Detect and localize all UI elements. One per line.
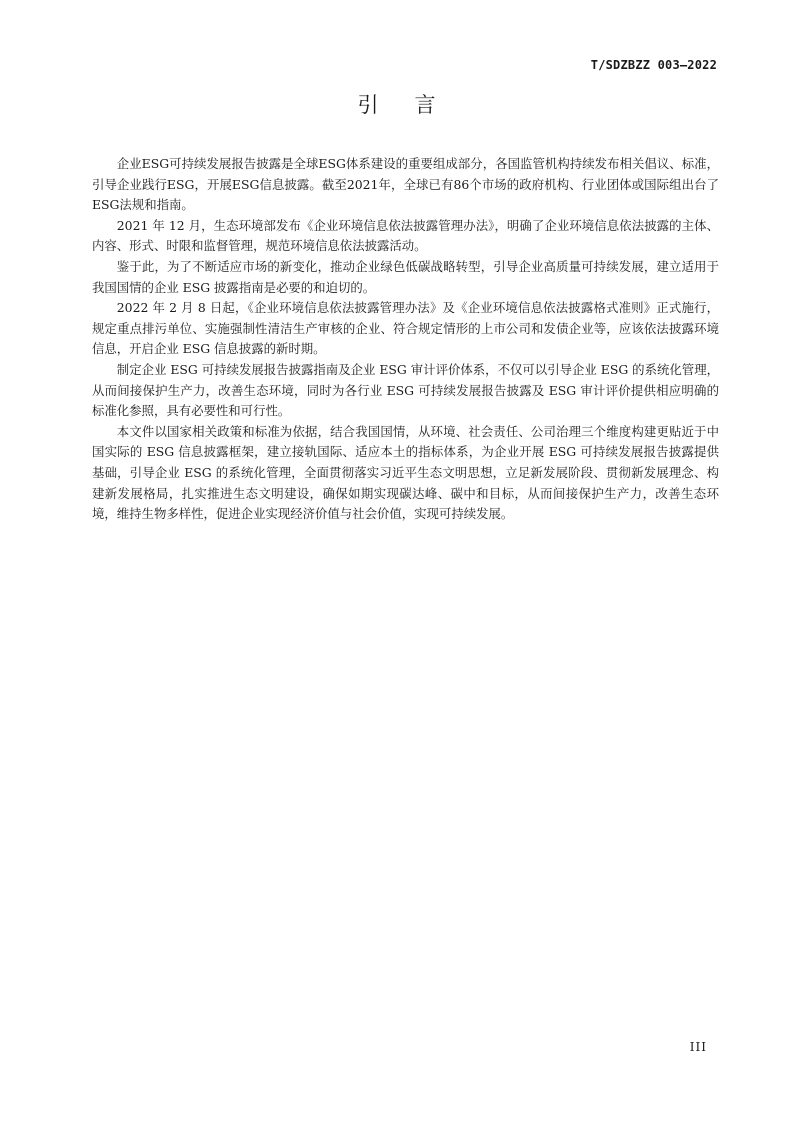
paragraph: 本文件以国家相关政策和标准为依据，结合我国国情，从环境、社会责任、公司治理三个维度构建更贴近于中国实际的 ESG 信息披露框架，建立接轨国际、适应本土的指标体系，为企业开展 ESG 可持续发展报告披露提供基础，引导企业 ESG 的系统化管理，全面贯彻落实习近平生态文明思想，立足新发展阶段、贯彻新发展理念、构建新发展格局，扎实推进生态文明建设，确保如期实现碳达峰、碳中和目标，从而间接保护生产力，改善生态环境，维持生物多样性，促进企业实现经济价值与社会价值，实现可持续发展。 [92,423,719,522]
paragraph: 企业ESG可持续发展报告披露是全球ESG体系建设的重要组成部分，各国监管机构持续发布相关倡议、标准，引导企业践行ESG，开展ESG信息披露。截至2021年，全球已有86个市场的政府机构、行业团体或国际组出台了ESG法规和指南。 [92,156,719,213]
document-code: T/SDZBZZ 003—2022 [590,58,717,72]
paragraph: 制定企业 ESG 可持续发展报告披露指南及企业 ESG 审计评价体系，不仅可以引导企业 ESG 的系统化管理，从而间接保护生产力，改善生态环境，同时为各行业 ESG 可持续发展报告披露及 ESG 审计评价提供相应明确的标准化参照，具有必要性和可行性。 [92,361,719,419]
page-title: 引言 [357,93,472,117]
page-number: III [689,1040,707,1054]
body-text [92,154,719,525]
paragraph: 鉴于此，为了不断适应市场的新变化，推动企业绿色低碳战略转型，引导企业高质量可持续发展，建立适用于我国国情的企业 ESG 披露指南是必要的和迫切的。 [92,258,719,295]
paragraph: 2022 年 2 月 8 日起，《企业环境信息依法披露管理办法》及《企业环境信息依法披露格式准则》正式施行，规定重点排污单位、实施强制性清洁生产审核的企业、符合规定情形的上市公司和发债企业等，应该依法披露环境信息，开启企业 ESG 信息披露的新时期。 [92,300,719,357]
paragraph: 2021 年 12 月，生态环境部发布《企业环境信息依法披露管理办法》，明确了企业环境信息依法披露的主体、内容、形式、时限和监督管理，规范环境信息依法披露活动。 [92,217,719,254]
